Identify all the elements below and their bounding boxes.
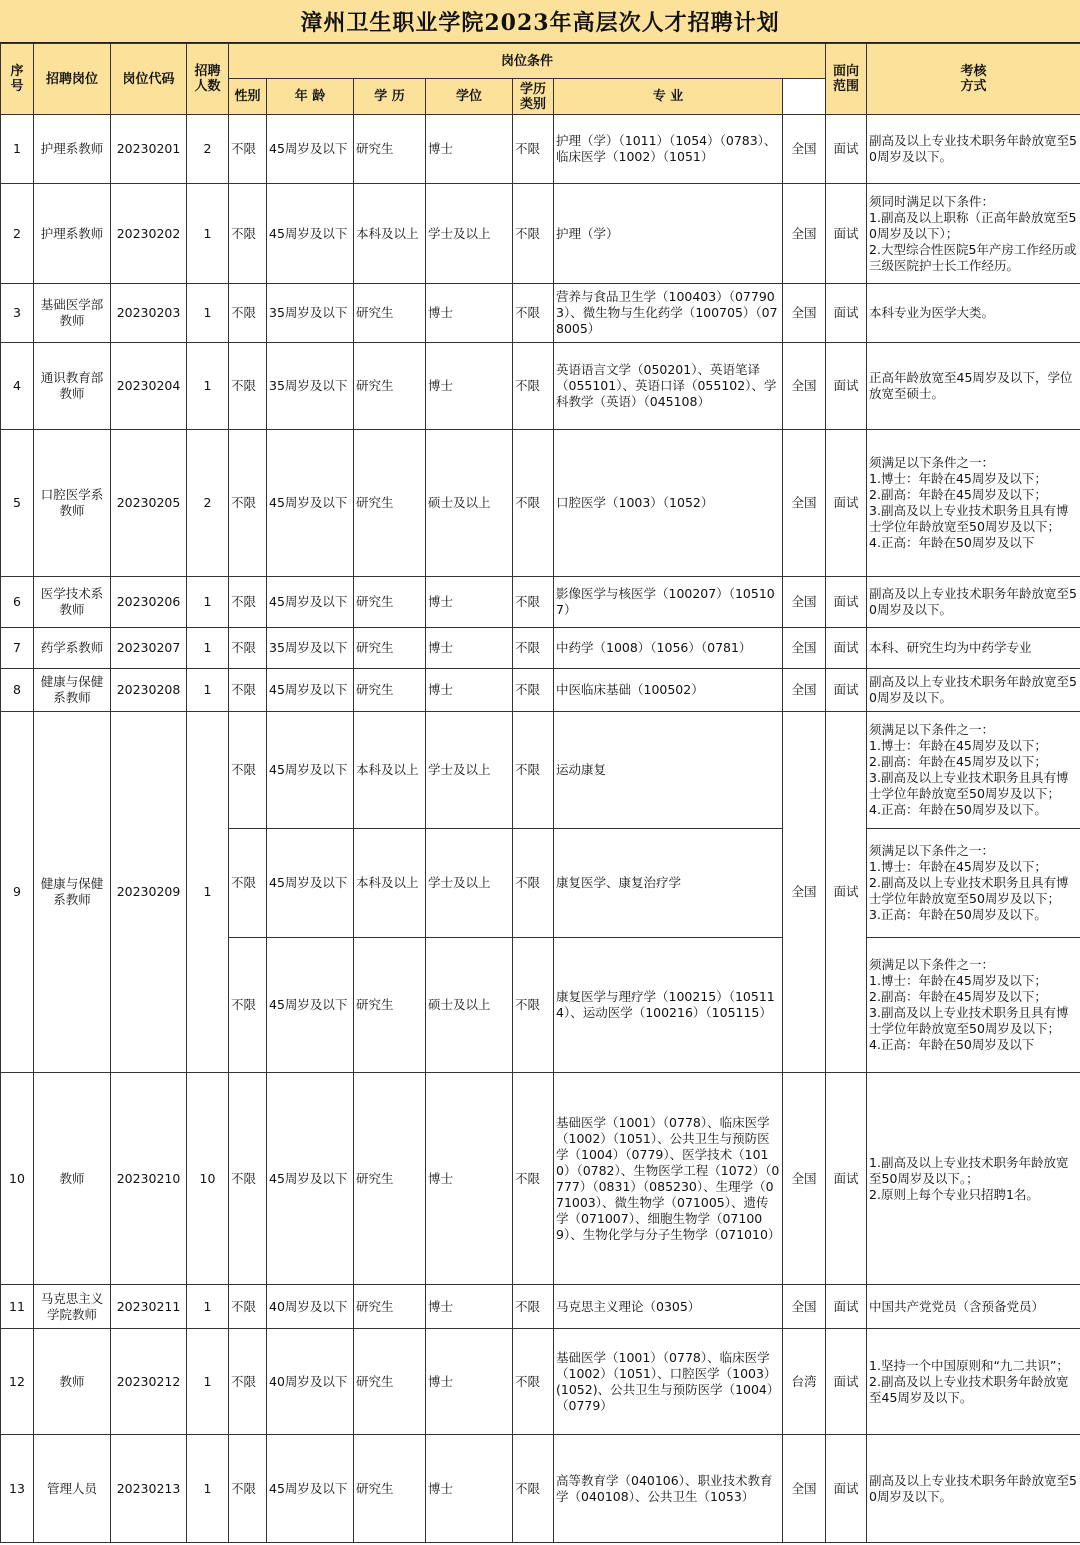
header-degree: 学位 [426, 79, 513, 115]
cell-major: 口腔医学（1003）（1052） [554, 430, 783, 577]
cell-gender: 不限 [229, 712, 267, 829]
cell-scope: 全国 [783, 343, 826, 430]
cell-scope: 全国 [783, 1285, 826, 1329]
table-row [1, 115, 1080, 184]
cell-count: 1 [187, 1435, 229, 1543]
cell-scope: 全国 [783, 184, 826, 284]
cell-major: 营养与食品卫生学（100403）（077903）、微生物与生化药学（100705）（078005） [554, 284, 783, 343]
table-row [1, 628, 1080, 669]
cell-degree: 博士 [426, 343, 513, 430]
cell-scope: 全国 [783, 115, 826, 184]
cell-seq: 11 [1, 1285, 34, 1329]
cell-exam: 面试 [826, 115, 867, 184]
cell-other: 须满足以下条件之一： 1.博士：年龄在45周岁及以下； 2.副高：年龄在45周岁及以下； 3.副高及以上专业技术职务且具有博士学位年龄放宽至50周岁及以下； 4.正高：年龄在50周岁及以下。 [867, 712, 1080, 829]
cell-scope: 全国 [783, 430, 826, 577]
cell-other: 须同时满足以下条件： 1.副高及以上职称（正高年龄放宽至50周岁及以下）； 2.大型综合性医院5年产房工作经历或三级医院护士长工作经历。 [867, 184, 1080, 284]
table-row [1, 712, 1080, 829]
cell-code: 20230202 [111, 184, 187, 284]
table-row [1, 1073, 1080, 1285]
cell-code: 20230205 [111, 430, 187, 577]
cell-age: 45周岁及以下 [267, 577, 354, 628]
cell-other: 1.副高及以上专业技术职务年龄放宽至50周岁及以下。； 2.原则上每个专业只招聘1名。 [867, 1073, 1080, 1285]
cell-code: 20230212 [111, 1329, 187, 1435]
header-exam: 考核 方式 [867, 44, 1080, 115]
cell-major: 基础医学（1001）（0778）、临床医学（1002）（1051）、公共卫生与预防医学（1004）（0779）、医学技术（1010）（0782）、生物医学工程（1072）（0777）（0831）（085230）、生理学（071003）、微生物学（071005）、遗传学（071007）、细胞生物学（071009）、生物化学与分子生物学（071010） [554, 1073, 783, 1285]
cell-age: 45周岁及以下 [267, 712, 354, 829]
header-edu-type: 学历 类别 [513, 79, 554, 115]
cell-position: 教师 [34, 1073, 111, 1285]
cell-edu-type: 不限 [513, 1285, 554, 1329]
cell-education: 研究生 [354, 577, 426, 628]
cell-count: 1 [187, 712, 229, 1073]
cell-edu-type: 不限 [513, 430, 554, 577]
cell-gender: 不限 [229, 577, 267, 628]
cell-age: 45周岁及以下 [267, 938, 354, 1073]
cell-seq: 12 [1, 1329, 34, 1435]
cell-degree: 学士及以上 [426, 829, 513, 938]
cell-position: 健康与保健系教师 [34, 669, 111, 712]
cell-exam: 面试 [826, 628, 867, 669]
table-row [1, 1329, 1080, 1435]
cell-code: 20230213 [111, 1435, 187, 1543]
cell-edu-type: 不限 [513, 712, 554, 829]
cell-age: 45周岁及以下 [267, 829, 354, 938]
cell-count: 2 [187, 430, 229, 577]
cell-edu-type: 不限 [513, 1329, 554, 1435]
cell-degree: 学士及以上 [426, 184, 513, 284]
header-seq: 序 号 [1, 44, 34, 115]
cell-exam: 面试 [826, 343, 867, 430]
cell-seq: 8 [1, 669, 34, 712]
cell-code: 20230206 [111, 577, 187, 628]
cell-other: 副高及以上专业技术职务年龄放宽至50周岁及以下。 [867, 115, 1080, 184]
header-age: 年 龄 [267, 79, 354, 115]
cell-degree: 博士 [426, 669, 513, 712]
cell-education: 研究生 [354, 669, 426, 712]
cell-education: 研究生 [354, 628, 426, 669]
cell-education: 研究生 [354, 115, 426, 184]
header-gender: 性别 [229, 79, 267, 115]
cell-major: 中药学（1008）（1056）（0781） [554, 628, 783, 669]
cell-major: 护理（学） [554, 184, 783, 284]
cell-gender: 不限 [229, 1329, 267, 1435]
table-row [1, 669, 1080, 712]
recruitment-table [0, 43, 1080, 1543]
header-scope: 面向 范围 [826, 44, 867, 115]
cell-position: 马克思主义学院教师 [34, 1285, 111, 1329]
cell-scope: 全国 [783, 628, 826, 669]
cell-gender: 不限 [229, 1073, 267, 1285]
cell-seq: 9 [1, 712, 34, 1073]
cell-seq: 7 [1, 628, 34, 669]
cell-position: 医学技术系教师 [34, 577, 111, 628]
cell-code: 20230204 [111, 343, 187, 430]
cell-education: 本科及以上 [354, 829, 426, 938]
cell-education: 本科及以上 [354, 184, 426, 284]
cell-age: 40周岁及以下 [267, 1285, 354, 1329]
table-row [1, 343, 1080, 430]
cell-edu-type: 不限 [513, 1435, 554, 1543]
cell-exam: 面试 [826, 184, 867, 284]
cell-exam: 面试 [826, 284, 867, 343]
header-count: 招聘 人数 [187, 44, 229, 115]
page-title: 漳州卫生职业学院2023年高层次人才招聘计划 [0, 0, 1080, 43]
cell-gender: 不限 [229, 1435, 267, 1543]
cell-position: 教师 [34, 1329, 111, 1435]
cell-degree: 博士 [426, 1073, 513, 1285]
cell-edu-type: 不限 [513, 669, 554, 712]
cell-seq: 5 [1, 430, 34, 577]
cell-code: 20230203 [111, 284, 187, 343]
table-row [1, 284, 1080, 343]
cell-education: 研究生 [354, 343, 426, 430]
cell-other: 副高及以上专业技术职务年龄放宽至50周岁及以下。 [867, 669, 1080, 712]
cell-exam: 面试 [826, 669, 867, 712]
cell-code: 20230201 [111, 115, 187, 184]
header-position: 招聘岗位 [34, 44, 111, 115]
cell-gender: 不限 [229, 343, 267, 430]
cell-other: 1.坚持一个中国原则和“九二共识”； 2.副高及以上专业技术职务年龄放宽至45周岁及以下。 [867, 1329, 1080, 1435]
cell-education: 本科及以上 [354, 712, 426, 829]
cell-education: 研究生 [354, 284, 426, 343]
cell-age: 35周岁及以下 [267, 628, 354, 669]
cell-degree: 硕士及以上 [426, 430, 513, 577]
cell-position: 通识教育部教师 [34, 343, 111, 430]
cell-age: 45周岁及以下 [267, 1073, 354, 1285]
table-row [1, 1285, 1080, 1329]
cell-scope: 全国 [783, 1073, 826, 1285]
cell-degree: 博士 [426, 577, 513, 628]
cell-edu-type: 不限 [513, 829, 554, 938]
cell-exam: 面试 [826, 430, 867, 577]
cell-gender: 不限 [229, 829, 267, 938]
cell-count: 1 [187, 1329, 229, 1435]
cell-count: 2 [187, 115, 229, 184]
cell-position: 口腔医学系教师 [34, 430, 111, 577]
cell-other: 须满足以下条件之一： 1.博士：年龄在45周岁及以下； 2.副高：年龄在45周岁及以下； 3.副高及以上专业技术职务且具有博士学位年龄放宽至50周岁及以下； 4.正高：年龄在50周岁及以下 [867, 938, 1080, 1073]
cell-scope: 全国 [783, 669, 826, 712]
cell-count: 1 [187, 1285, 229, 1329]
cell-position: 基础医学部教师 [34, 284, 111, 343]
table-row [1, 577, 1080, 628]
cell-seq: 13 [1, 1435, 34, 1543]
cell-degree: 博士 [426, 1285, 513, 1329]
cell-gender: 不限 [229, 669, 267, 712]
table-row [1, 1435, 1080, 1543]
cell-position: 管理人员 [34, 1435, 111, 1543]
cell-major: 康复医学、康复治疗学 [554, 829, 783, 938]
cell-gender: 不限 [229, 284, 267, 343]
cell-major: 康复医学与理疗学（100215）（105114）、运动医学（100216）（105115） [554, 938, 783, 1073]
cell-other: 副高及以上专业技术职务年龄放宽至50周岁及以下。 [867, 577, 1080, 628]
cell-gender: 不限 [229, 115, 267, 184]
cell-education: 研究生 [354, 938, 426, 1073]
cell-seq: 3 [1, 284, 34, 343]
cell-major: 英语语言文学（050201）、英语笔译（055101）、英语口译（055102）、学科教学（英语）（045108） [554, 343, 783, 430]
cell-other: 须满足以下条件之一： 1.博士：年龄在45周岁及以下； 2.副高及以上专业技术职务且具有博士学位年龄放宽至50周岁及以下； 3.正高：年龄在50周岁及以下。 [867, 829, 1080, 938]
cell-count: 1 [187, 184, 229, 284]
cell-code: 20230211 [111, 1285, 187, 1329]
cell-age: 35周岁及以下 [267, 343, 354, 430]
cell-edu-type: 不限 [513, 938, 554, 1073]
cell-seq: 6 [1, 577, 34, 628]
table-row [1, 184, 1080, 284]
cell-age: 45周岁及以下 [267, 1435, 354, 1543]
cell-other: 本科、研究生均为中药学专业 [867, 628, 1080, 669]
cell-education: 研究生 [354, 1285, 426, 1329]
cell-scope: 全国 [783, 577, 826, 628]
cell-major: 马克思主义理论（0305） [554, 1285, 783, 1329]
cell-edu-type: 不限 [513, 184, 554, 284]
cell-major: 影像医学与核医学（100207）（105107） [554, 577, 783, 628]
cell-major: 中医临床基础（100502） [554, 669, 783, 712]
cell-major: 运动康复 [554, 712, 783, 829]
cell-age: 45周岁及以下 [267, 115, 354, 184]
cell-position: 护理系教师 [34, 115, 111, 184]
cell-position: 健康与保健系教师 [34, 712, 111, 1073]
cell-exam: 面试 [826, 577, 867, 628]
cell-gender: 不限 [229, 938, 267, 1073]
table-row [1, 430, 1080, 577]
cell-age: 35周岁及以下 [267, 284, 354, 343]
cell-scope: 全国 [783, 1435, 826, 1543]
cell-count: 1 [187, 343, 229, 430]
cell-degree: 硕士及以上 [426, 938, 513, 1073]
cell-degree: 博士 [426, 628, 513, 669]
cell-degree: 博士 [426, 1435, 513, 1543]
cell-count: 10 [187, 1073, 229, 1285]
cell-position: 护理系教师 [34, 184, 111, 284]
cell-code: 20230207 [111, 628, 187, 669]
cell-position: 药学系教师 [34, 628, 111, 669]
cell-edu-type: 不限 [513, 577, 554, 628]
cell-age: 45周岁及以下 [267, 669, 354, 712]
cell-education: 研究生 [354, 1329, 426, 1435]
cell-count: 1 [187, 628, 229, 669]
header-major: 专 业 [554, 79, 783, 115]
cell-exam: 面试 [826, 1329, 867, 1435]
cell-seq: 2 [1, 184, 34, 284]
header-education: 学 历 [354, 79, 426, 115]
cell-other: 中国共产党党员（含预备党员） [867, 1285, 1080, 1329]
cell-count: 1 [187, 284, 229, 343]
cell-other: 本科专业为医学大类。 [867, 284, 1080, 343]
cell-exam: 面试 [826, 1435, 867, 1543]
cell-code: 20230208 [111, 669, 187, 712]
cell-gender: 不限 [229, 628, 267, 669]
header-code: 岗位代码 [111, 44, 187, 115]
cell-major: 基础医学（1001）（0778）、临床医学（1002）（1051）、口腔医学（1003）(1052)、公共卫生与预防医学（1004）（0779） [554, 1329, 783, 1435]
cell-count: 1 [187, 669, 229, 712]
cell-education: 研究生 [354, 1435, 426, 1543]
cell-edu-type: 不限 [513, 1073, 554, 1285]
cell-code: 20230210 [111, 1073, 187, 1285]
cell-education: 研究生 [354, 1073, 426, 1285]
cell-degree: 博士 [426, 115, 513, 184]
cell-degree: 博士 [426, 284, 513, 343]
cell-major: 高等教育学（040106）、职业技术教育学（040108）、公共卫生（1053） [554, 1435, 783, 1543]
cell-exam: 面试 [826, 1285, 867, 1329]
header-conditions: 岗位条件 [229, 44, 826, 79]
cell-seq: 10 [1, 1073, 34, 1285]
cell-scope: 全国 [783, 712, 826, 1073]
cell-gender: 不限 [229, 184, 267, 284]
cell-scope: 全国 [783, 284, 826, 343]
cell-count: 1 [187, 577, 229, 628]
cell-other: 副高及以上专业技术职务年龄放宽至50周岁及以下。 [867, 1435, 1080, 1543]
cell-major: 护理（学）（1011）（1054）（0783）、临床医学（1002）（1051） [554, 115, 783, 184]
cell-education: 研究生 [354, 430, 426, 577]
cell-degree: 博士 [426, 1329, 513, 1435]
cell-edu-type: 不限 [513, 115, 554, 184]
cell-seq: 1 [1, 115, 34, 184]
cell-other: 须满足以下条件之一： 1.博士：年龄在45周岁及以下； 2.副高：年龄在45周岁及以下； 3.副高及以上专业技术职务且具有博士学位年龄放宽至50周岁及以下； 4.正高：年龄在50周岁及以下 [867, 430, 1080, 577]
cell-code: 20230209 [111, 712, 187, 1073]
cell-exam: 面试 [826, 1073, 867, 1285]
cell-seq: 4 [1, 343, 34, 430]
cell-edu-type: 不限 [513, 284, 554, 343]
cell-scope: 台湾 [783, 1329, 826, 1435]
cell-age: 45周岁及以下 [267, 430, 354, 577]
cell-gender: 不限 [229, 430, 267, 577]
cell-edu-type: 不限 [513, 628, 554, 669]
cell-exam: 面试 [826, 712, 867, 1073]
cell-edu-type: 不限 [513, 343, 554, 430]
cell-age: 40周岁及以下 [267, 1329, 354, 1435]
cell-degree: 学士及以上 [426, 712, 513, 829]
cell-gender: 不限 [229, 1285, 267, 1329]
cell-age: 45周岁及以下 [267, 184, 354, 284]
cell-other: 正高年龄放宽至45周岁及以下，学位放宽至硕士。 [867, 343, 1080, 430]
